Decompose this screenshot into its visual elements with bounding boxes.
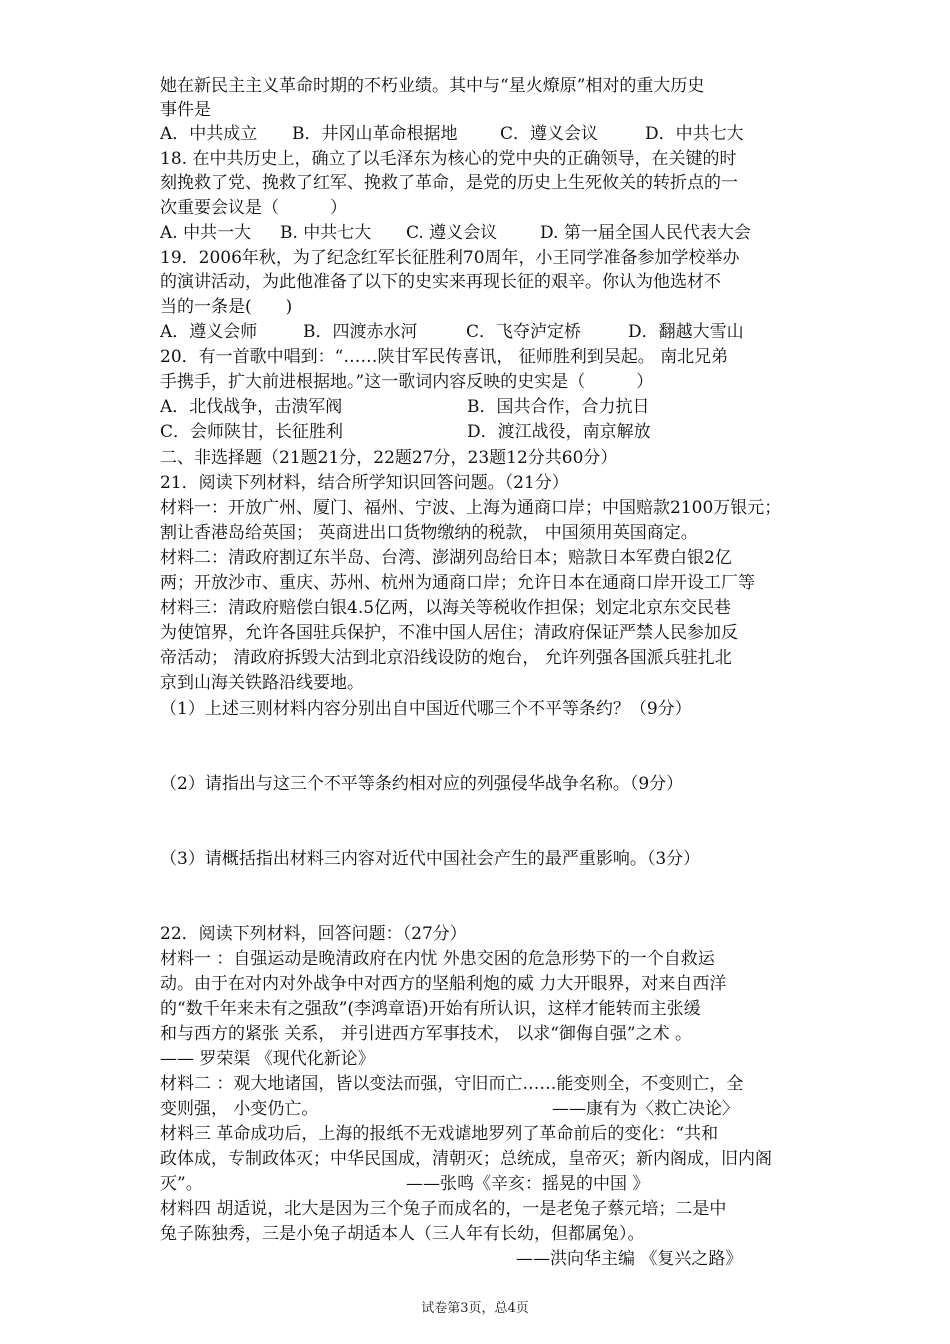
q21-material-3-line-2: 为使馆界，允许各国驻兵保护，不准中国人居住；清政府保证严禁人民参加反 <box>160 623 738 643</box>
q19-option-d: D．翻越大雪山 <box>628 322 744 342</box>
q21-sub-question-3: （3）请概括指出材料三内容对近代中国社会产生的最严重影响。（3分） <box>160 849 701 869</box>
q19-line-1: 19．2006年秋，为了纪念红军长征胜利70周年，小王同学准备参加学校举办 <box>160 248 740 268</box>
q22-material-1-line-3: 的“数千年来未有之强敌”(李鸿章语)开始有所认识，这样才能转而主张缓 <box>160 999 701 1019</box>
q17-option-d: D．中共七大 <box>645 124 744 144</box>
q22-material-1-source: —— 罗荣渠 《现代化新论》 <box>160 1049 375 1069</box>
q18-option-d: D. 第一届全国人民代表大会 <box>540 223 751 243</box>
q21-sub-question-2: （2）请指出与这三个不平等条约相对应的列强侵华战争名称。（9分） <box>160 774 684 794</box>
q21-material-2-line-1: 材料二：清政府割辽东半岛、台湾、澎湖列岛给日本；赔款日本军费白银2亿 <box>160 548 732 568</box>
q17-option-c: C．遵义会议 <box>500 124 599 144</box>
q18-options <box>160 221 800 245</box>
q22-material-1-line-2: 动。由于在对内对外战争中对西方的坚船利炮的威 力大开眼界，对来自西洋 <box>160 974 727 994</box>
q19-line-3: 当的一条是( ) <box>160 297 293 317</box>
q17-option-a: A．中共成立 <box>160 124 258 144</box>
q22-material-2-source: ——康有为〈救亡决论〉 <box>552 1099 739 1119</box>
q21-material-3-line-3: 帝活动； 清政府拆毁大沽到北京沿线设防的炮台， 允许列强各国派兵驻扎北 <box>160 648 732 668</box>
page-footer: 试卷第3页，总4页 <box>421 1301 529 1316</box>
q22-material-3-line-2: 政体成，专制政体灭；中华民国成，清朝灭；总统成，皇帝灭；新内阁成，旧内阁 <box>160 1149 772 1169</box>
q20-option-b: B．国共合作，合力抗日 <box>467 397 650 417</box>
q22-title: 22．阅读下列材料，回答问题：（27分） <box>160 924 467 944</box>
q22-material-4-line-1: 材料四 胡适说，北大是因为三个兔子而成名的，一是老兔子蔡元培；二是中 <box>160 1199 727 1219</box>
q18-option-a: A. 中共一大 <box>160 223 252 243</box>
q22-material-4-source: ——洪向华主编 《复兴之路》 <box>516 1249 743 1269</box>
q18-option-c: C. 遵义会议 <box>406 223 498 243</box>
q19-options <box>160 320 800 344</box>
q22-material-4-source-line <box>160 1247 800 1271</box>
q22-material-2-text: 变则强， 小变仍亡。 <box>160 1099 319 1119</box>
q17-option-b: B．井冈山革命根据地 <box>292 124 458 144</box>
q21-material-1-line-2: 割让香港岛给英国； 英商进出口货物缴纳的税款， 中国须用英国商定。 <box>160 523 698 543</box>
q20-line-2: 手携手，扩大前进根据地。”这一歌词内容反映的史实是（ ） <box>160 372 654 392</box>
q20-options-row-1 <box>160 395 800 419</box>
q18-line-2: 刻挽救了党、挽救了红军、挽救了革命，是党的历史上生死攸关的转折点的一 <box>160 173 738 193</box>
q17-options <box>160 122 800 146</box>
q21-material-3-line-4: 京到山海关铁路沿线要地。 <box>160 673 364 693</box>
q21-sub-question-1: （1）上述三则材料内容分别出自中国近代哪三个不平等条约？（9分） <box>160 699 692 719</box>
q22-material-3-line-3 <box>160 1172 800 1196</box>
q21-material-2-line-2: 两；开放沙市、重庆、苏州、杭州为通商口岸；允许日本在通商口岸开设工厂等 <box>160 573 755 593</box>
q21-material-1-line-1: 材料一：开放广州、厦门、福州、宁波、上海为通商口岸；中国赔款2100万银元； <box>160 498 782 518</box>
q22-material-1-line-4: 和与西方的紧张 关系， 并引进西方军事技术， 以求“御侮自强”之术 。 <box>160 1024 692 1044</box>
q22-material-2-line-1: 材料二 ：观大地诸国，皆以变法而强，守旧而亡……能变则全，不变则亡，全 <box>160 1074 744 1094</box>
q19-line-2: 的演讲活动，为此他准备了以下的史实来再现长征的艰辛。你认为他选材不 <box>160 272 721 292</box>
q21-title: 21．阅读下列材料，结合所学知识回答问题。（21分） <box>160 473 569 493</box>
q22-material-3-line-1: 材料三 革命成功后，上海的报纸不无戏谑地罗列了革命前后的变化：“共和 <box>160 1124 719 1144</box>
q21-material-3-line-1: 材料三：清政府赔偿白银4.5亿两，以海关等税收作担保；划定北京东交民巷 <box>160 598 732 618</box>
q17-line-2: 事件是 <box>160 100 211 120</box>
q18-line-1: 18. 在中共历史上，确立了以毛泽东为核心的党中央的正确领导，在关键的时 <box>160 149 737 169</box>
q17-line-1: 她在新民主主义革命时期的不朽业绩。其中与“星火燎原”相对的重大历史 <box>160 76 705 96</box>
q20-line-1: 20．有一首歌中唱到：“……陕甘军民传喜讯， 征师胜利到吴起。 南北兄弟 <box>160 347 729 367</box>
q19-option-c: C．飞夺泸定桥 <box>466 322 582 342</box>
q18-option-b: B. 中共七大 <box>280 223 372 243</box>
q22-material-4-line-2: 兔子陈独秀，三是小兔子胡适本人（三人年有长幼，但都属兔）。 <box>160 1224 645 1244</box>
q18-line-3: 次重要会议是（ ） <box>160 198 347 218</box>
q20-option-a: A．北伐战争，击溃军阀 <box>160 397 343 417</box>
q19-option-b: B．四渡赤水河 <box>303 322 418 342</box>
q19-option-a: A．遵义会师 <box>160 322 258 342</box>
q22-material-3-source: ——张鸣《辛亥：摇晃的中国 》 <box>406 1174 650 1194</box>
q22-material-3-text: 灭”。 <box>160 1174 203 1194</box>
q22-material-1-line-1: 材料一 ：自强运动是晚清政府在内忧 外患交困的危急形势下的一个自救运 <box>160 949 715 969</box>
q22-material-2-line-2 <box>160 1097 800 1121</box>
q20-option-c: C．会师陕甘，长征胜利 <box>160 422 344 442</box>
section-2-heading: 二、非选择题（21题21分，22题27分，23题12分共60分） <box>160 448 618 468</box>
q20-options-row-2 <box>160 420 800 444</box>
q20-option-d: D．渡江战役，南京解放 <box>467 422 651 442</box>
